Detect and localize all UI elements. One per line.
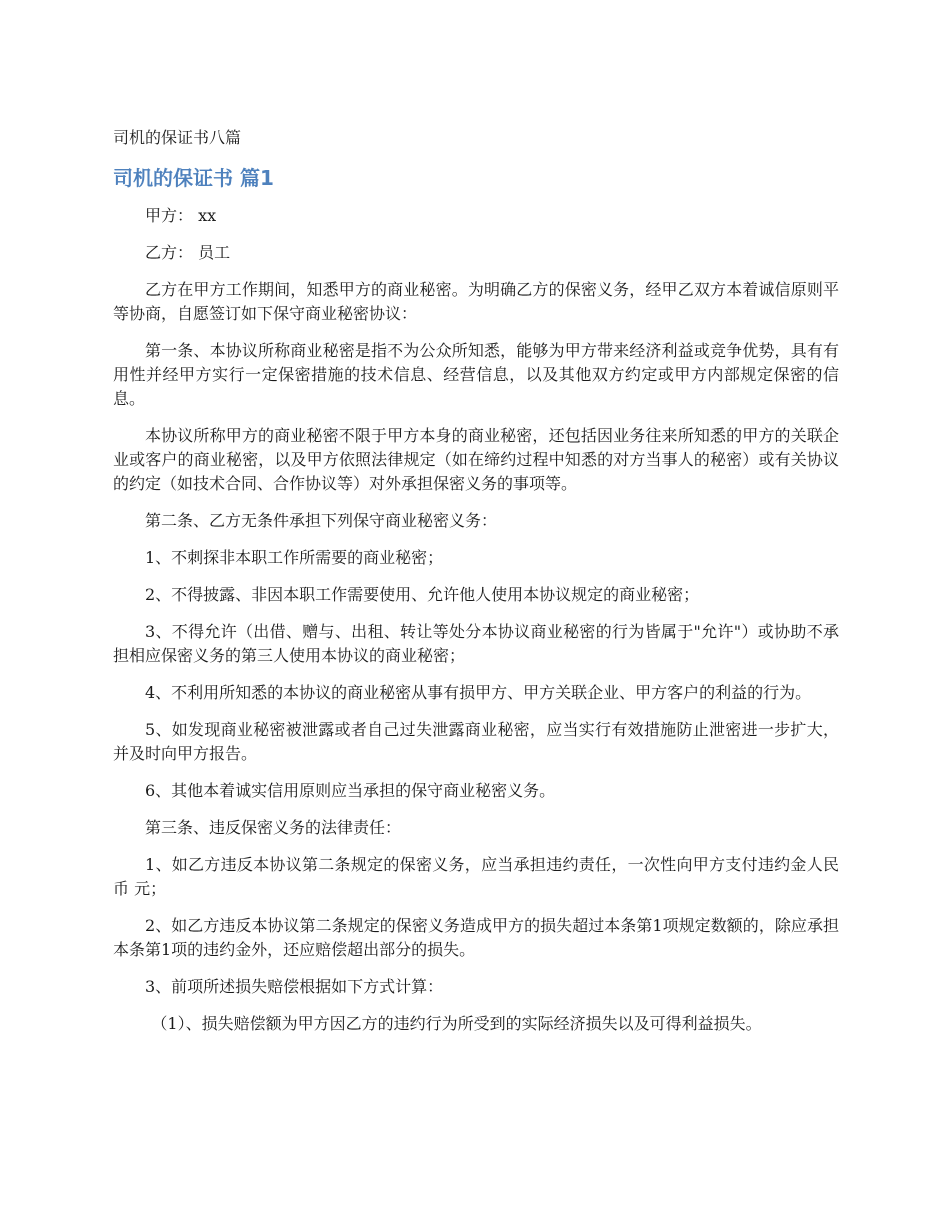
article-2-item-4: 4、不利用所知悉的本协议的商业秘密从事有损甲方、甲方关联企业、甲方客户的利益的行为。 <box>145 683 812 702</box>
article-1-paragraph: 第一条、本协议所称商业秘密是指不为公众所知悉，能够为甲方带来经济利益或竞争优势，具有有用性并经甲方实行一定保密措施的技术信息、经营信息，以及其他双方约定或甲方内部规定保密的信息。 <box>113 341 839 408</box>
article-3-item-3: 3、前项所述损失赔偿根据如下方式计算： <box>145 977 444 996</box>
article-3-item-1: 1、如乙方违反本协议第二条规定的保密义务，应当承担违约责任，一次性向甲方支付违约金人民币 元； <box>113 855 839 898</box>
document-body <box>113 204 839 1049</box>
article-2-item-3: 3、不得允许（出借、赠与、出租、转让等处分本协议商业秘密的行为皆属于"允许"）或协助不承担相应保密义务的第三人使用本协议的商业秘密； <box>113 622 839 665</box>
article-2-item-5: 5、如发现商业秘密被泄露或者自己过失泄露商业秘密，应当实行有效措施防止泄密进一步扩大，并及时向甲方报告。 <box>113 720 839 763</box>
article-2-item-2: 2、不得披露、非因本职工作需要使用、允许他人使用本协议规定的商业秘密； <box>145 585 700 604</box>
party-b-line: 乙方： 员工 <box>145 243 231 262</box>
article-2-heading: 第二条、乙方无条件承担下列保守商业秘密义务： <box>145 511 498 530</box>
article-3-subitem-1: （1）、损失赔偿额为甲方因乙方的违约行为所受到的实际经济损失以及可得利益损失。 <box>151 1014 762 1033</box>
intro-paragraph: 乙方在甲方工作期间，知悉甲方的商业秘密。为明确乙方的保密义务，经甲乙双方本着诚信原则平等协商，自愿签订如下保守商业秘密协议： <box>113 280 839 323</box>
article-2-item-6: 6、其他本着诚实信用原则应当承担的保守商业秘密义务。 <box>145 781 556 800</box>
article-2-item-1: 1、不刺探非本职工作所需要的商业秘密； <box>145 548 444 567</box>
article-3-item-2: 2、如乙方违反本协议第二条规定的保密义务造成甲方的损失超过本条第1项规定数额的，除应承担本条第1项的违约金外，还应赔偿超出部分的损失。 <box>113 916 839 959</box>
party-a-line: 甲方： xx <box>145 206 217 225</box>
article-1-scope-paragraph: 本协议所称甲方的商业秘密不限于甲方本身的商业秘密，还包括因业务往来所知悉的甲方的关联企业或客户的商业秘密，以及甲方依照法律规定（如在缔约过程中知悉的对方当事人的秘密）或有关协议的约定（如技术合同、合作协议等）对外承担保密义务的事项等。 <box>113 426 839 493</box>
article-3-heading: 第三条、违反保密义务的法律责任： <box>145 818 402 837</box>
section-heading: 司机的保证书 篇1 <box>113 166 274 190</box>
document-title: 司机的保证书八篇 <box>113 128 242 147</box>
